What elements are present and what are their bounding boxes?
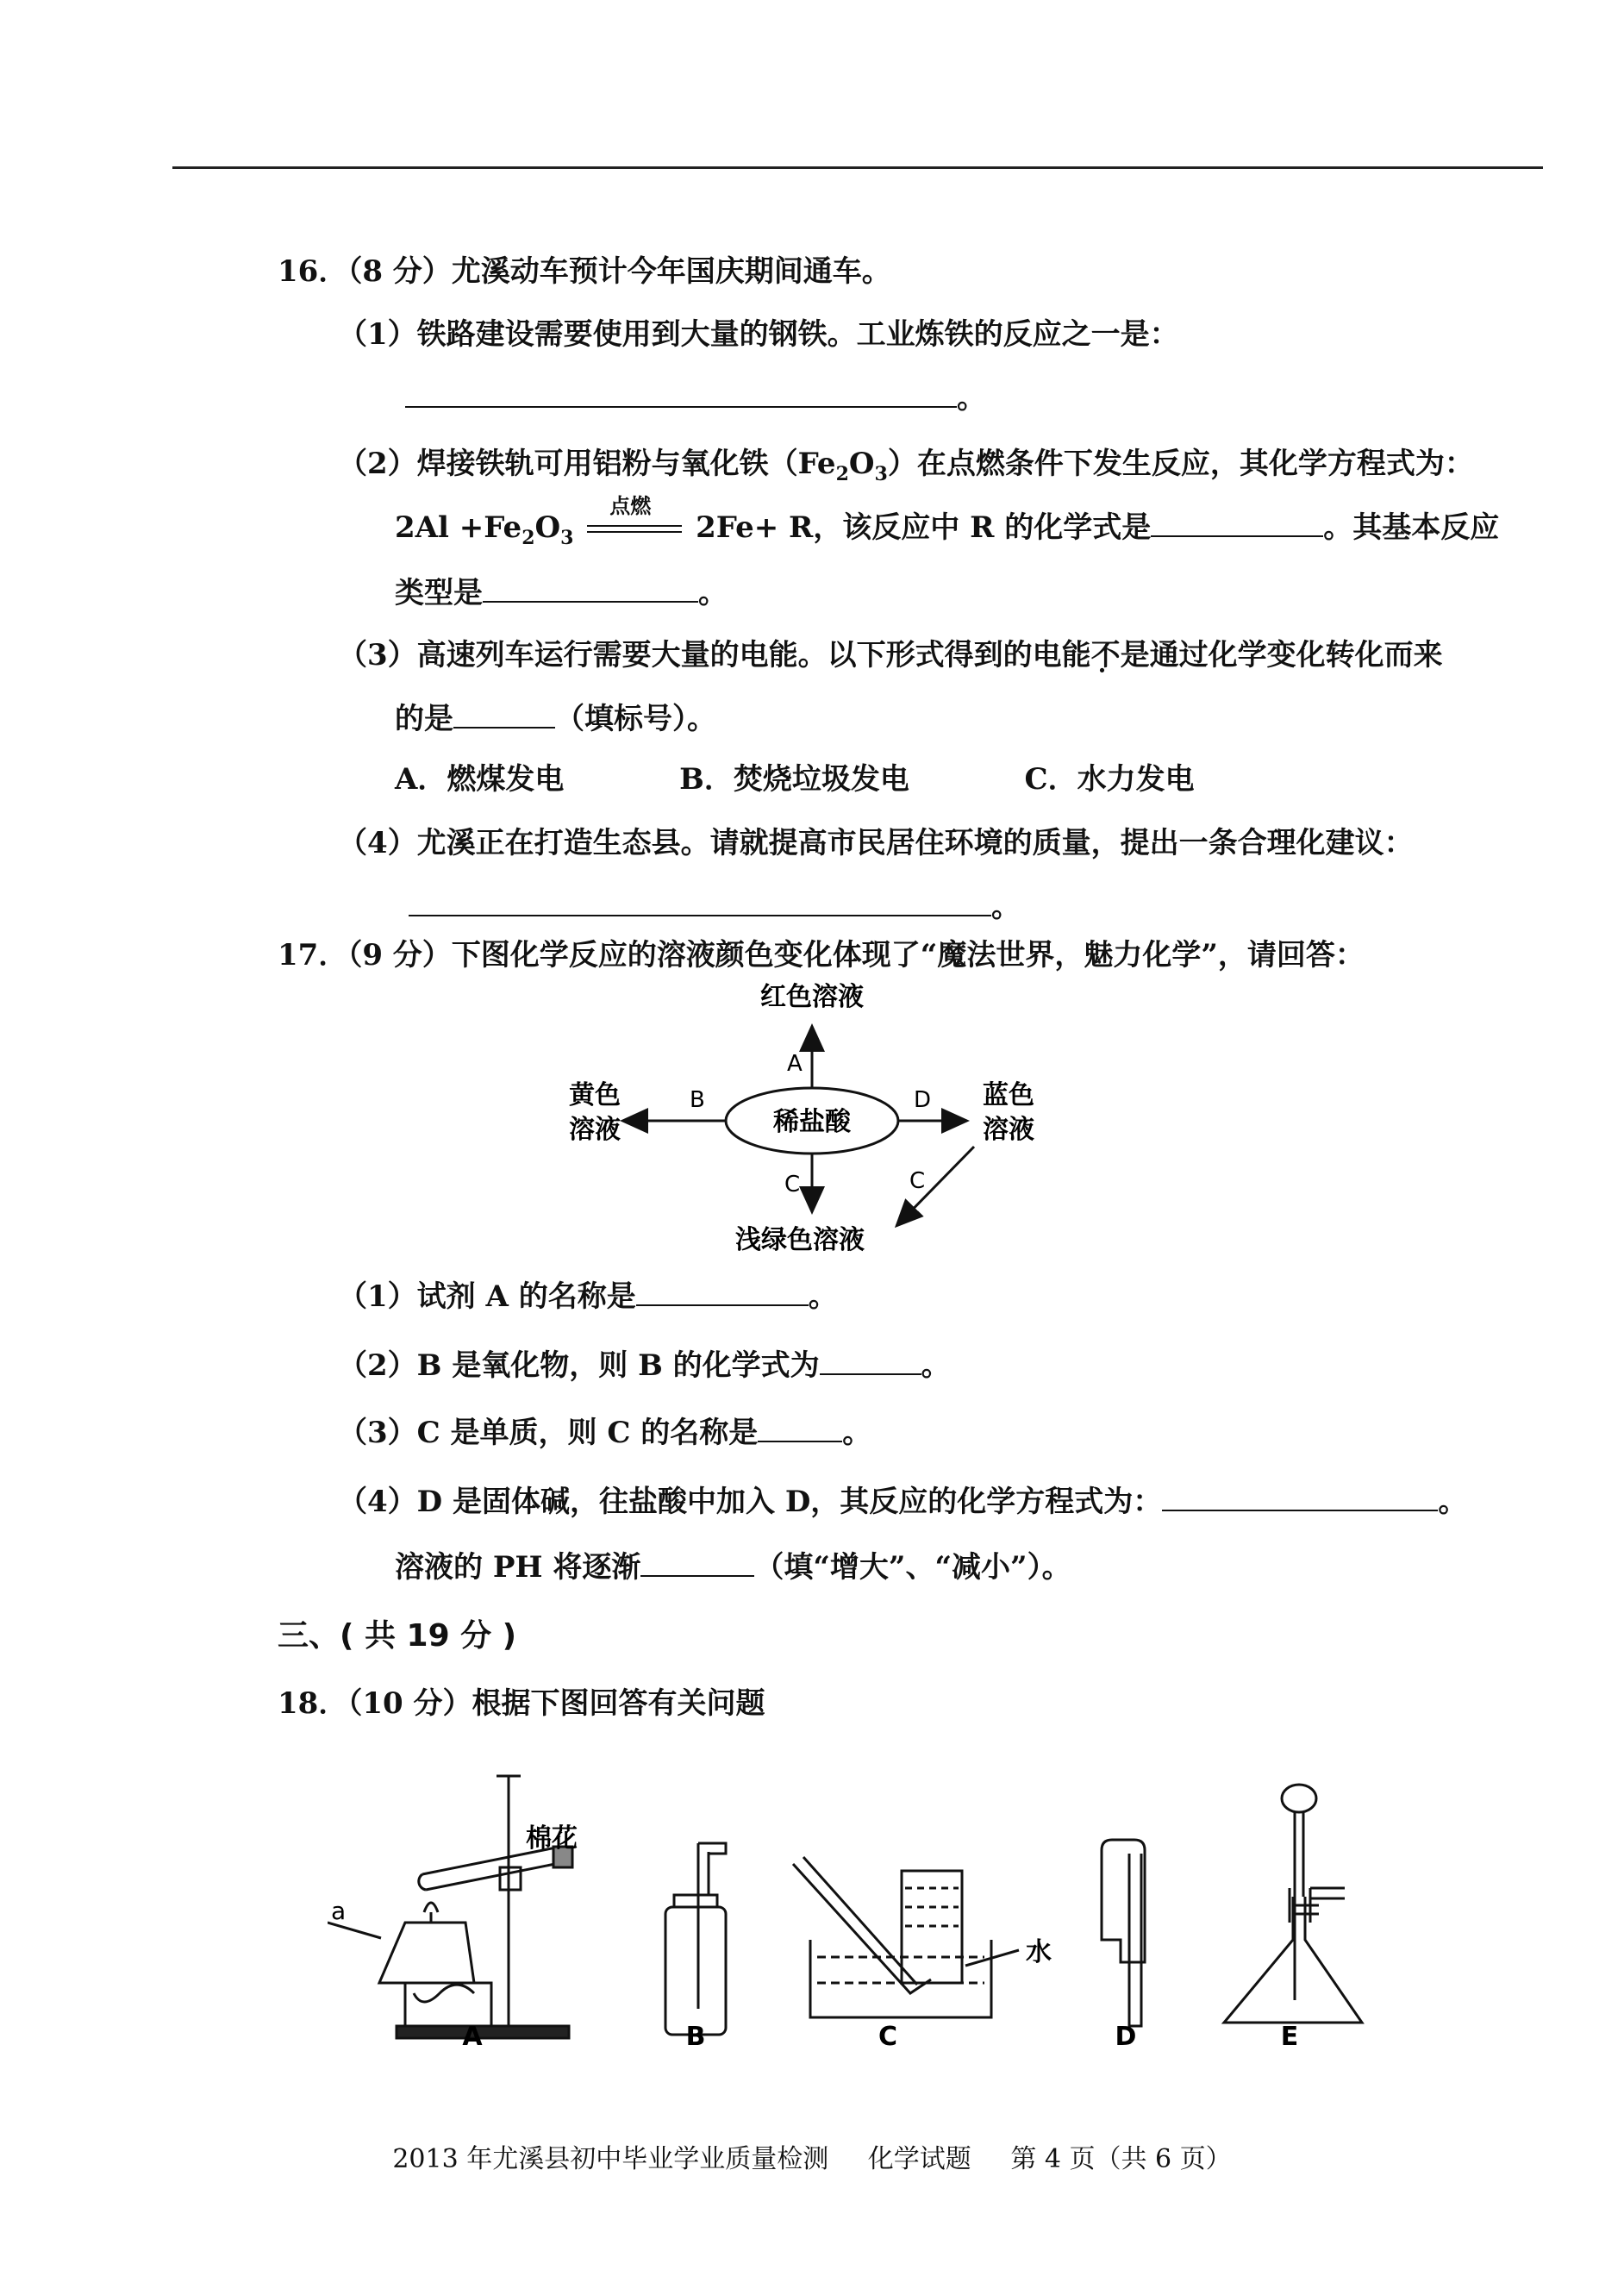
answer-blank[interactable] [483, 575, 698, 603]
q18-title: 18．（10 分）根据下图回答有关问题 [278, 1686, 765, 1721]
apparatus-a [328, 1776, 572, 2038]
q17-sub4: （4）D 是固体碱，往盐酸中加入 D，其反应的化学方程式为： 。 [338, 1485, 1468, 1519]
label-D: D [1115, 2022, 1137, 2052]
label-c2: C [909, 1168, 926, 1194]
q16-part1: （1）铁路建设需要使用到大量的钢铁。工业炼铁的反应之一是： [338, 317, 1179, 352]
label-C: C [878, 2022, 898, 2052]
arrow-c-from-blue [896, 1147, 974, 1226]
q16-part3-answer: 的是 （填标号）。 [395, 702, 716, 736]
solution-color-diagram [569, 974, 1052, 1259]
water-label: 水 [1026, 1937, 1052, 1967]
footer-page: 第 4 页（共 6 页） [1010, 2144, 1232, 2174]
footer-subject: 化学试题 [867, 2144, 971, 2174]
q16-part1-answer: 。 [405, 379, 986, 417]
answer-blank[interactable] [820, 1348, 921, 1375]
q16-part4: （4）尤溪正在打造生态县。请就提高市民居住环境的质量，提出一条合理化建议： [338, 826, 1414, 860]
answer-blank[interactable] [758, 1415, 842, 1442]
label-d: D [914, 1087, 932, 1113]
label-a: A [787, 1051, 803, 1077]
light-green-label: 浅绿色溶液 [735, 1225, 865, 1255]
answer-blank[interactable] [640, 1549, 754, 1577]
answer-blank[interactable] [1151, 510, 1323, 537]
q17-sub3: （3）C 是单质，则 C 的名称是 。 [338, 1416, 872, 1450]
option-b[interactable]: B．焚烧垃圾发电 [679, 762, 909, 797]
blue-label-2: 溶液 [983, 1115, 1034, 1145]
apparatus-c [793, 1857, 1019, 2017]
q16-title: 16．（8 分）尤溪动车预计今年国庆期间通车。 [278, 254, 891, 289]
q17-sub5: 溶液的 PH 将逐渐 （填“增大”、“减小”）。 [395, 1550, 1071, 1585]
center-label: 稀盐酸 [773, 1107, 851, 1137]
apparatus-d [1102, 1840, 1145, 2026]
answer-blank[interactable] [409, 889, 991, 916]
label-b: B [690, 1087, 705, 1113]
answer-blank[interactable] [453, 701, 555, 729]
label-c: C [784, 1172, 801, 1198]
label-E: E [1280, 2022, 1299, 2052]
q16-part4-answer: 。 [409, 888, 1021, 926]
answer-blank[interactable] [636, 1279, 809, 1306]
cotton-label: 棉花 [526, 1823, 578, 1854]
answer-blank[interactable] [405, 380, 957, 408]
answer-blank[interactable] [1162, 1484, 1438, 1511]
yellow-label-1: 黄色 [569, 1080, 621, 1110]
section-3-heading: 三、( 共 19 分 ) [278, 1618, 517, 1654]
q17-title: 17．（9 分）下图化学反应的溶液颜色变化体现了“魔法世界，魅力化学”，请回答： [278, 938, 1365, 972]
blue-label-1: 蓝色 [983, 1080, 1034, 1110]
red-solution-label: 红色溶液 [760, 982, 864, 1012]
footer-exam: 2013 年尤溪县初中毕业学业质量检测 [392, 2144, 829, 2174]
reaction-condition-arrow: 点燃 [584, 516, 685, 542]
label-B: B [685, 2022, 706, 2052]
q16-part3: （3）高速列车运行需要大量的电能。以下形式得到的电能不是通过化学变化转化而来 [338, 638, 1443, 672]
option-c[interactable]: C．水力发电 [1024, 762, 1195, 797]
q16-equation: $2Al +Fe_2O_3$ 点燃 2Fe+ R，该反应中 R 的化学式是 。其基本反应 [395, 493, 1500, 549]
q16-part2-intro: （2）焊接铁轨可用铝粉与氧化铁$(Fe_2O_3)$在点燃条件下发生反应，其化学方程式为： [338, 447, 1474, 485]
q17-sub2: （2）B 是氧化物，则 B 的化学式为 。 [338, 1348, 951, 1383]
apparatus-e [1224, 1785, 1362, 2023]
page-footer [0, 2142, 1624, 2177]
apparatus-b [665, 1843, 726, 2035]
q17-sub1: （1）试剂 A 的名称是 。 [338, 1279, 838, 1314]
header-rule [172, 166, 1543, 169]
option-a[interactable]: A．燃煤发电 [395, 762, 565, 797]
lab-apparatus-figure [328, 1767, 1405, 2060]
yellow-label-2: 溶液 [569, 1115, 621, 1145]
label-A: A [462, 2022, 483, 2052]
label-a-lamp: a [331, 1897, 347, 1925]
q16-options [395, 760, 1195, 798]
q16-part2-type: 类型是 。 [395, 576, 728, 610]
